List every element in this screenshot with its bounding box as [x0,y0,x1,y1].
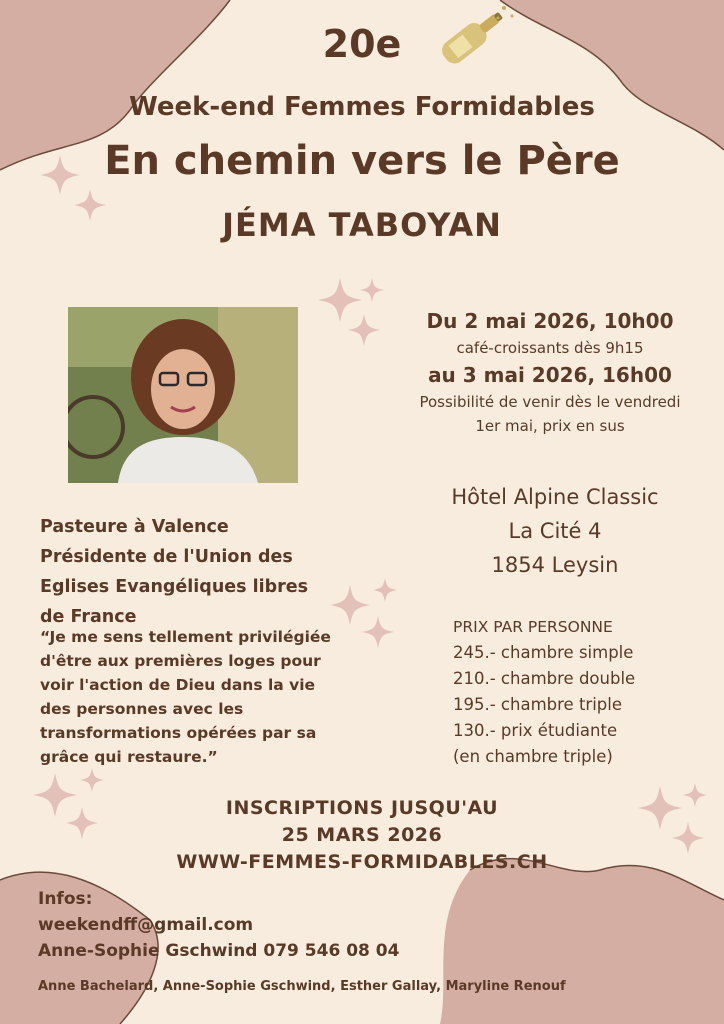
venue-city: 1854 Leysin [491,553,619,577]
website-link[interactable]: WWW-FEMMES-FORMIDABLES.CH [176,851,548,873]
contact-phone: Anne-Sophie Gschwind 079 546 08 04 [38,941,400,961]
organisers: Anne Bachelard, Anne-Sophie Gschwind, Esther Gallay, Maryline Renouf [38,979,566,994]
registration-deadline-date: 25 MARS 2026 [281,824,443,846]
price-heading: PRIX PAR PERSONNE [453,618,613,636]
price-item: 130.- prix étudiante [453,721,618,740]
price-item: 195.- chambre triple [453,695,622,714]
sparkle-icon [318,278,362,322]
registration-info [0,795,724,876]
start-note: café-croissants dès 9h15 [456,339,644,357]
end-date: au 3 mai 2026, 16h00 [428,363,672,387]
start-date: Du 2 mai 2026, 10h00 [426,309,674,333]
sparkle-icon [348,314,380,346]
price-list [453,614,713,770]
bio-line: de France [40,607,137,627]
quote-line: grâce qui restaure.” [40,748,218,766]
contact-label: Infos: [38,889,93,909]
venue-name: Hôtel Alpine Classic [451,485,659,509]
bio-line: Eglises Evangéliques libres [40,577,309,597]
quote-line: voir l'action de Dieu dans la vie [40,676,316,694]
sparkle-icon [373,578,397,602]
contact-email[interactable]: weekendff@gmail.com [38,915,254,935]
bio-line: Pasteure à Valence [40,517,229,537]
contact-info [38,886,399,964]
edition-number: 20e [322,22,402,66]
registration-deadline-label: INSCRIPTIONS JUSQU'AU [225,797,499,819]
sparkle-icon [80,768,104,792]
speaker-quote [40,625,370,769]
extra-note-line2: 1er mai, prix en sus [475,417,625,435]
speaker-bio [40,512,370,632]
sparkle-icon [360,278,384,302]
venue-street: La Cité 4 [508,519,602,543]
speaker-photo [68,307,298,483]
price-item: (en chambre triple) [453,747,613,766]
price-item: 245.- chambre simple [453,643,634,662]
venue-address [400,480,710,582]
speaker-name: JÉMA TABOYAN [222,206,502,244]
extra-note-line1: Possibilité de venir dès le vendredi [419,393,681,411]
event-subtitle: Week-end Femmes Formidables [129,92,595,122]
quote-line: d'être aux premières loges pour [40,652,321,670]
quote-line: “Je me sens tellement privilégiée [40,628,331,646]
quote-line: des personnes avec les [40,700,244,718]
bio-line: Présidente de l'Union des [40,547,293,567]
price-item: 210.- chambre double [453,669,636,688]
event-dates [380,306,720,438]
quote-line: transformations opérées par sa [40,724,317,742]
event-title: En chemin vers le Père [104,138,620,184]
